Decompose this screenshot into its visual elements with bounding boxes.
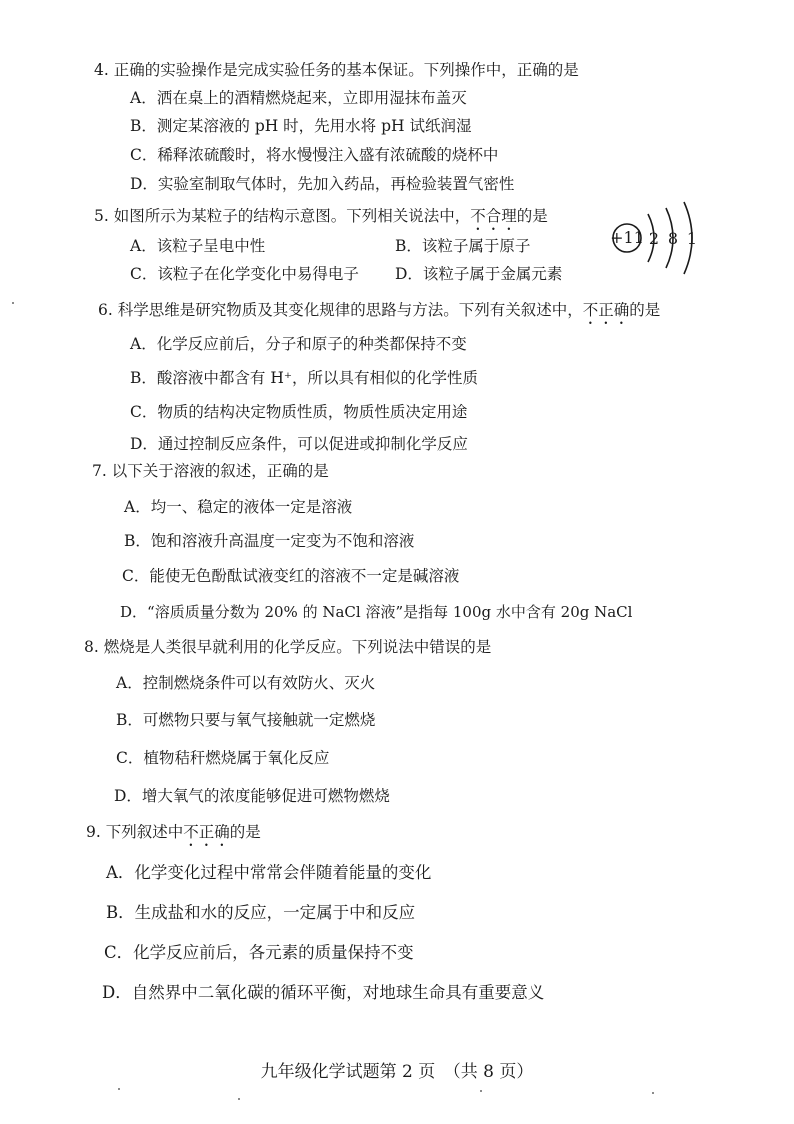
question-6-option-b: B．酸溶液中都含有 H⁺，所以具有相似的化学性质 <box>130 369 479 387</box>
question-7-stem <box>92 461 329 481</box>
question-number: 4. <box>94 61 109 79</box>
question-9-option-d: D．自然界中二氧化碳的循环平衡，对地球生命具有重要意义 <box>102 983 545 1002</box>
nucleus-charge: +11 <box>610 228 644 247</box>
question-7-option-a: A．均一、稳定的液体一定是溶液 <box>124 498 353 516</box>
question-number: 9. <box>86 823 101 841</box>
question-text-end: 的是 <box>516 207 548 225</box>
question-number: 5. <box>94 207 109 225</box>
question-7-option-d: D．“溶质质量分数为 20% 的 NaCl 溶液”是指每 100g 水中含有 20g NaCl <box>120 603 633 621</box>
question-number: 8. <box>84 638 99 656</box>
question-8-option-a: A．控制燃烧条件可以有效防火、灭火 <box>116 674 376 692</box>
scan-speck <box>652 1092 654 1094</box>
question-4-option-d: D．实验室制取气体时，先加入药品，再检验装置气密性 <box>130 175 515 193</box>
question-5-option-c: C．该粒子在化学变化中易得电子 <box>130 265 359 283</box>
question-9-option-c: C．化学反应前后，各元素的质量保持不变 <box>104 943 414 962</box>
question-4-option-c: C．稀释浓硫酸时，将水慢慢注入盛有浓硫酸的烧杯中 <box>130 146 499 164</box>
question-7-option-b: B．饱和溶液升高温度一定变为不饱和溶液 <box>124 532 415 550</box>
question-9-option-b: B．生成盐和水的反应，一定属于中和反应 <box>106 903 416 922</box>
scan-speck <box>12 302 14 304</box>
scan-speck <box>118 1088 120 1090</box>
page-footer: 九年级化学试题第 2 页 （共 8 页） <box>260 1062 534 1082</box>
shell-2-electrons: 8 <box>667 229 679 248</box>
question-8-option-b: B．可燃物只要与氧气接触就一定燃烧 <box>116 711 376 729</box>
scan-speck <box>480 1090 482 1092</box>
question-5-option-b: B．该粒子属于原子 <box>395 237 531 255</box>
question-text: 下列叙述中 <box>105 823 184 841</box>
question-number: 7. <box>92 462 107 480</box>
question-number: 6. <box>98 301 113 319</box>
shell-1-electrons: 2 <box>648 229 660 248</box>
question-5-option-d: D．该粒子属于金属元素 <box>395 265 563 283</box>
question-9-stem <box>86 822 261 850</box>
question-6-option-c: C．物质的结构决定物质性质，物质性质决定用途 <box>130 403 468 421</box>
question-text: 以下关于溶液的叙述，正确的是 <box>111 462 329 480</box>
question-5-option-a: A．该粒子呈电中性 <box>130 237 266 255</box>
question-text: 正确的实验操作是完成实验任务的基本保证。下列操作中，正确的是 <box>113 61 579 79</box>
question-text-end: 的是 <box>629 301 661 319</box>
question-text-end: 的是 <box>229 823 261 841</box>
question-6-option-d: D．通过控制反应条件，可以促进或抑制化学反应 <box>130 435 468 453</box>
question-6-option-a: A．化学反应前后，分子和原子的种类都保持不变 <box>130 335 467 353</box>
question-6-stem <box>98 300 660 328</box>
emphasis-text: 不正确 <box>183 823 230 841</box>
question-text: 科学思维是研究物质及其变化规律的思路与方法。下列有关叙述中， <box>117 301 583 319</box>
question-4-option-a: A．洒在桌上的酒精燃烧起来，立即用湿抹布盖灭 <box>130 89 467 107</box>
question-8-option-d: D．增大氧气的浓度能够促进可燃物燃烧 <box>114 787 390 805</box>
question-4-option-b: B．测定某溶液的 pH 时，先用水将 pH 试纸润湿 <box>130 117 472 135</box>
emphasis-text: 不正确 <box>582 301 630 319</box>
atom-structure-diagram <box>608 196 718 276</box>
question-5-stem <box>94 206 548 234</box>
question-4-stem <box>94 60 579 80</box>
question-8-stem <box>84 637 491 657</box>
question-7-option-c: C．能使无色酚酞试液变红的溶液不一定是碱溶液 <box>122 567 460 585</box>
question-9-option-a: A．化学变化过程中常常会伴随着能量的变化 <box>106 863 432 882</box>
question-text: 如图所示为某粒子的结构示意图。下列相关说法中， <box>113 207 471 225</box>
scan-speck <box>238 1098 240 1100</box>
question-text: 燃烧是人类很早就利用的化学反应。下列说法中错误的是 <box>103 638 492 656</box>
shell-3-electrons: 1 <box>686 229 698 248</box>
emphasis-text: 不合理 <box>470 207 517 225</box>
question-8-option-c: C．植物秸秆燃烧属于氧化反应 <box>116 749 330 767</box>
